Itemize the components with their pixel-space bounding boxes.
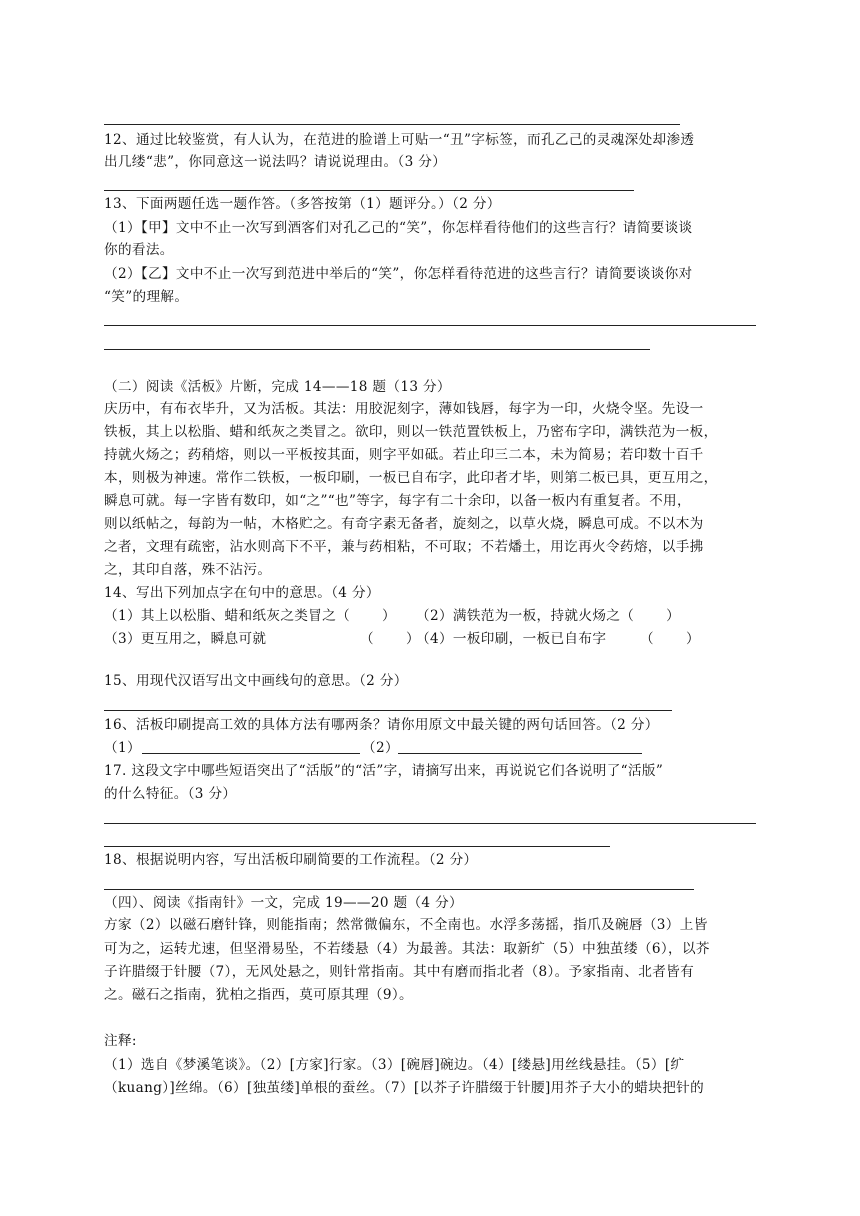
question-12-text: 12、通过比较鉴赏，有人认为，在范进的脸谱上可贴一“丑”字标签，而孔乙己的灵魂深处却渗透 [104,132,695,148]
item-paren: ） [666,608,681,624]
question-14-item-4: （4）一板印刷，一板已自布字 [416,631,607,647]
question-16-answer-2-label: （2） [362,740,399,756]
item-paren: （ [360,631,374,647]
passage-line: 庆历中，有布衣毕升，又为活板。其法：用胶泥刻字，薄如钱唇，每字为一印，火烧令坚。先设一 [104,401,704,417]
question-13-option-2-cont: “笑”的理解。 [104,289,189,305]
item-paren: ） [382,608,396,624]
question-12-text-cont: 出几缕“悲”，你同意这一说法吗？请说说理由。（3 分） [104,154,447,170]
passage-line: 本，则极为神速。常作二铁板，一板印刷，一板已自布字，此印者才毕，则第二板已具，更互用之， [104,470,718,486]
answer-line [104,889,694,890]
item-paren: （ [640,631,654,647]
question-14-text: 14、写出下列加点字在句中的意思。（4 分） [104,585,380,601]
notes-line: （1）选自《梦溪笔谈》。（2）[方家]行家。（3）[碗唇]碗边。（4）[缕悬]用丝线悬挂。（5）[纩 [104,1057,685,1073]
answer-line [104,124,680,125]
passage-line: 持就火炀之；药稍熔，则以一平板按其面，则字平如砥。若止印三二本，未为简易；若印数十百千 [104,447,704,463]
question-14-item-3-paren [360,628,420,650]
question-13-text: 13、下面两题任选一题作答。（多答按第（1）题评分。）（2 分） [104,196,501,212]
notes-line: （kuang）]丝绵。（6）[独茧缕]单根的蚕丝。（7）[以芥子许腊缀于针腰]用芥子大小的蜡块把针的 [104,1080,705,1096]
question-17-text-cont: 的什么特征。（3 分） [104,786,237,802]
passage-line: 方家（2）以磁石磨针锋，则能指南；然常微偏东，不全南也。水浮多荡摇，指爪及碗唇（3）上皆 [104,917,708,933]
answer-line [104,846,610,847]
section-2-heading: （二）阅读《活板》片断，完成 14——18 题（13 分） [104,379,451,395]
passage-line: 则以纸帖之，每韵为一帖，木格贮之。有奇字素无备者，旋刻之，以草火烧，瞬息可成。不以木为 [104,516,704,532]
passage-line: 之者，文理有疏密，沾水则高下不平，兼与药相粘，不可取；不若燔土，用讫再火令药熔，以手拂 [104,539,704,555]
passage-line: 铁板，其上以松脂、蜡和纸灰之类冒之。欲印，则以一铁范置铁板上，乃密布字印，满铁范为一板， [104,424,718,440]
section-4-heading: （四）、阅读《指南针》一文，完成 19——20 题（4 分） [104,895,463,911]
question-14-item-3: （3）更互用之，瞬息可就 [104,631,267,647]
question-14-item-4-paren [640,628,700,650]
question-17-text: 17. 这段文字中哪些短语突出了“活版”的“活”字，请摘写出来，再说说它们各说明了“活版” [104,763,664,779]
answer-line [104,190,634,191]
question-16-text: 16、活板印刷提高工效的具体方法有哪两条？请你用原文中最关键的两句话回答。（2 分） [104,717,659,733]
passage-line: 可为之，运转尤速，但坚滑易坠，不若缕悬（4）为最善。其法：取新纩（5）中独茧缕（6），以芥 [104,941,710,957]
passage-line: 之。磁石之指南，犹柏之指西，莫可原其理（9）。 [104,987,413,1003]
answer-blank-1[interactable] [142,753,360,754]
question-13-option-2: （2）【乙】文中不止一次写到范进中举后的“笑”，你怎样看待范进的这些言行？请简要谈谈你对 [104,266,693,282]
passage-line: 瞬息可就。每一字皆有数印，如“之”“也”等字，每字有二十余印，以备一板内有重复者。不用， [104,493,691,509]
question-16-answer-1-label: （1） [104,740,141,756]
question-13-option-1-cont: 你的看法。 [104,242,174,258]
question-14-item-1 [104,605,396,627]
question-15-text: 15、用现代汉语写出文中画线句的意思。（2 分） [104,673,408,689]
item-paren: ） [405,631,420,647]
answer-line [104,823,756,824]
item-text: （2）满铁范为一板，持就火炀之（ [416,608,635,624]
answer-line [104,349,650,350]
notes-title: 注释: [104,1033,137,1049]
item-text: （1）其上以松脂、蜡和纸灰之类冒之（ [104,608,351,624]
passage-line: 子许腊缀于针腰（7），无风处悬之，则针常指南。其中有磨而指北者（8）。予家指南、北者皆有 [104,964,695,980]
item-paren: ） [685,631,700,647]
answer-line [104,710,672,711]
question-14-item-2 [416,605,680,627]
answer-line [104,325,756,326]
passage-line: 之，其印自落，殊不沾污。 [104,562,272,578]
answer-blank-2[interactable] [398,753,642,754]
question-18-text: 18、根据说明内容，写出活板印刷简要的工作流程。（2 分） [104,852,478,868]
question-13-option-1: （1）【甲】文中不止一次写到酒客们对孔乙己的“笑”，你怎样看待他们的这些言行？请简要谈谈 [104,220,693,236]
